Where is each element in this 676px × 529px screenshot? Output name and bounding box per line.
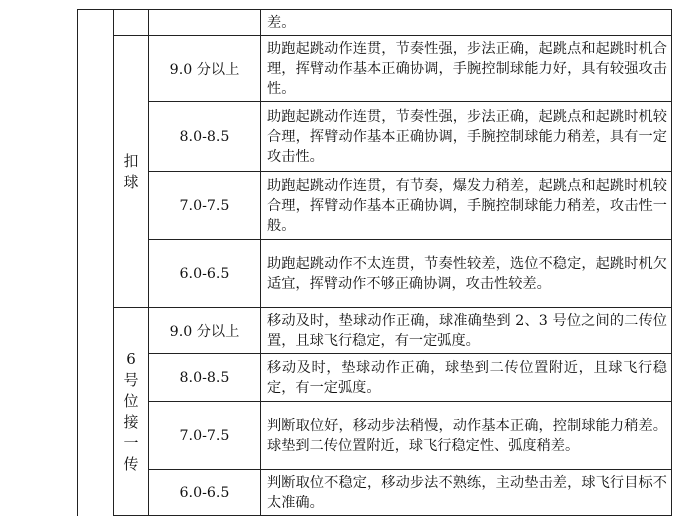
description-cell: 移动及时，垫球动作正确，球垫到二传位置附近，且球飞行稳定，有一定弧度。 — [261, 354, 672, 402]
table-row — [78, 402, 672, 470]
score-cell: 9.0 分以上 — [149, 36, 261, 102]
table-row — [78, 10, 672, 36]
category-char: 号 — [123, 370, 139, 389]
score-cell: 6.0-6.5 — [149, 470, 261, 516]
description-cell: 助跑起跳动作连贯，有节奏，爆发力稍差，起跳点和起跳时机较合理，挥臂动作基本正确协调，手腕控制球能力稍差，攻击性一般。 — [261, 172, 672, 240]
score-cell: 8.0-8.5 — [149, 102, 261, 172]
description-cell: 判断取位好，移动步法稍慢，动作基本正确，控制球能力稍差。球垫到二传位置附近，球飞行稳定性、弧度稍差。 — [261, 402, 672, 470]
category-char: 接 — [123, 412, 139, 431]
category-char: 一 — [123, 433, 139, 452]
category-char: 6 — [126, 349, 136, 368]
score-cell: 7.0-7.5 — [149, 402, 261, 470]
table-row — [78, 308, 672, 354]
description-cell: 移动及时，垫球动作正确，球准确垫到 2、3 号位之间的二传位置，且球飞行稳定，有一定弧度。 — [261, 308, 672, 354]
category-cell-spike — [114, 36, 149, 308]
score-cell: 7.0-7.5 — [149, 172, 261, 240]
score-cell: 9.0 分以上 — [149, 308, 261, 354]
table-row — [78, 36, 672, 102]
category-cell-top — [114, 10, 149, 36]
score-cell-top — [149, 10, 261, 36]
category-char: 位 — [123, 391, 139, 410]
scoring-table — [77, 9, 672, 516]
description-cell: 助跑起跳动作连贯，节奏性强，步法正确，起跳点和起跳时机较合理，挥臂动作基本正确协调，手腕控制球能力稍差，具有一定攻击性。 — [261, 102, 672, 172]
description-cell-top: 差。 — [261, 10, 672, 36]
table-row — [78, 172, 672, 240]
table-row — [78, 102, 672, 172]
category-char: 传 — [123, 454, 139, 473]
category-cell-reception — [114, 308, 149, 516]
table-row — [78, 354, 672, 402]
description-cell: 助跑起跳动作不太连贯，节奏性较差，选位不稳定，起跳时机欠适宜，挥臂动作不够正确协调，攻击性较差。 — [261, 240, 672, 308]
table-row — [78, 240, 672, 308]
description-cell: 助跑起跳动作连贯，节奏性强，步法正确，起跳点和起跳时机合理，挥臂动作基本正确协调，手腕控制球能力好，具有较强攻击性。 — [261, 36, 672, 102]
category-char: 扣 — [123, 151, 139, 170]
score-cell: 8.0-8.5 — [149, 354, 261, 402]
category-char: 球 — [123, 172, 139, 191]
description-cell: 判断取位不稳定，移动步法不熟练，主动垫击差，球飞行目标不太准确。 — [261, 470, 672, 516]
table-row — [78, 470, 672, 516]
outer-border-column — [78, 10, 114, 516]
score-cell: 6.0-6.5 — [149, 240, 261, 308]
